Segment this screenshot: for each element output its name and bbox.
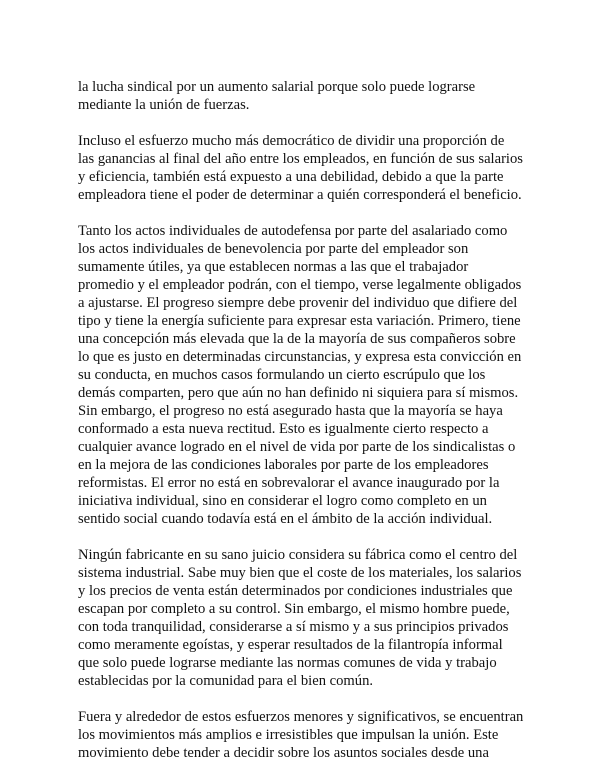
paragraph-5 <box>78 708 540 762</box>
text-line: iniciativa individual, sino en considerar el logro como completo en un <box>78 493 487 509</box>
text-line: tipo y tiene la energía suficiente para expresar esta variación. Primero, tiene <box>78 313 521 329</box>
paragraph-1 <box>78 78 540 114</box>
text-line: demás comparten, pero que aún no han definido ni siquiera para sí mismos. <box>78 385 519 401</box>
text-line: una concepción más elevada que la de la mayoría de sus compañeros sobre <box>78 331 516 347</box>
text-line: promedio y el empleador podrán, con el tiempo, verse legalmente obligados <box>78 277 522 293</box>
text-line: cualquier avance logrado en el nivel de vida por parte de los sindicalistas o <box>78 439 516 455</box>
text-line: establecidas por la comunidad para el bien común. <box>78 673 374 689</box>
text-line: Fuera y alrededor de estos esfuerzos menores y significativos, se encuentran <box>78 709 524 725</box>
paragraph-3 <box>78 222 540 528</box>
text-line: reformistas. El error no está en sobrevalorar el avance inaugurado por la <box>78 475 500 491</box>
text-line: lo que es justo en determinadas circunstancias, y expresa esta convicción en <box>78 349 522 365</box>
paragraph-4 <box>78 546 540 690</box>
text-line: sentido social cuando todavía está en el ámbito de la acción individual. <box>78 511 493 527</box>
text-line: los actos individuales de benevolencia por parte del empleador son <box>78 241 469 257</box>
text-line: conformado a esta nueva rectitud. Esto es igualmente cierto respecto a <box>78 421 489 437</box>
text-line: que solo puede lograrse mediante las normas comunes de vida y trabajo <box>78 655 497 671</box>
paragraph-2 <box>78 132 540 204</box>
text-line: su conducta, en muchos casos formulando un cierto escrúpulo que los <box>78 367 486 383</box>
text-line: Ningún fabricante en su sano juicio considera su fábrica como el centro del <box>78 547 518 563</box>
text-line: como meramente egoístas, y esperar resultados de la filantropía informal <box>78 637 503 653</box>
text-line: en la mejora de las condiciones laborales por parte de los empleadores <box>78 457 489 473</box>
text-line: sistema industrial. Sabe muy bien que el coste de los materiales, los salarios <box>78 565 522 581</box>
text-line: sumamente útiles, ya que establecen normas a las que el trabajador <box>78 259 469 275</box>
text-line: los movimientos más amplios e irresistibles que impulsan la unión. Este <box>78 727 499 743</box>
text-line: a ajustarse. El progreso siempre debe provenir del individuo que difiere del <box>78 295 518 311</box>
text-line: empleadora tiene el poder de determinar a quién corresponderá el beneficio. <box>78 187 522 203</box>
text-line: escapan por completo a su control. Sin embargo, el mismo hombre puede, <box>78 601 510 617</box>
text-line: la lucha sindical por un aumento salarial porque solo puede lograrse <box>78 79 476 95</box>
text-line: y eficiencia, también está expuesto a una debilidad, debido a que la parte <box>78 169 504 185</box>
text-line: Sin embargo, el progreso no está asegurado hasta que la mayoría se haya <box>78 403 503 419</box>
text-line: movimiento debe tender a decidir sobre los asuntos sociales desde una <box>78 745 489 761</box>
text-line: las ganancias al final del año entre los empleados, en función de sus salarios <box>78 151 523 167</box>
document-page <box>78 78 540 780</box>
text-line: mediante la unión de fuerzas. <box>78 97 250 113</box>
text-line: Tanto los actos individuales de autodefensa por parte del asalariado como <box>78 223 508 239</box>
text-line: y los precios de venta están determinados por condiciones industriales que <box>78 583 513 599</box>
text-line: Incluso el esfuerzo mucho más democrático de dividir una proporción de <box>78 133 505 149</box>
text-line: con toda tranquilidad, considerarse a sí mismo y a sus principios privados <box>78 619 509 635</box>
